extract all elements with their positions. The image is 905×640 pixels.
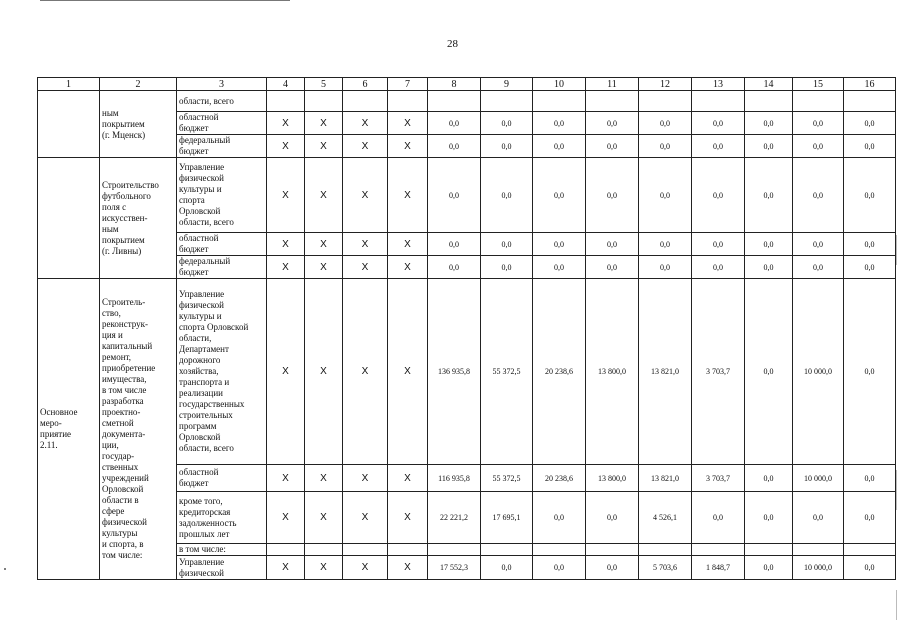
value-cell: 17 552,3 — [428, 556, 481, 580]
executor-cell: областной бюджет — [177, 112, 267, 135]
value-cell: 13 800,0 — [586, 465, 639, 492]
value-cell: 0,0 — [793, 135, 844, 158]
value-cell: 0,0 — [844, 112, 896, 135]
value-cell — [639, 91, 692, 112]
value-cell: 0,0 — [844, 465, 896, 492]
value-cell: 0,0 — [428, 256, 481, 279]
value-cell — [428, 91, 481, 112]
column-number-header: 12 — [639, 78, 692, 91]
value-cell: 0,0 — [639, 158, 692, 233]
code-cell: X — [267, 556, 305, 580]
code-cell: X — [343, 492, 388, 544]
value-cell — [793, 544, 844, 556]
executor-cell: в том числе: — [177, 544, 267, 556]
code-cell — [343, 91, 388, 112]
column-number-header: 7 — [388, 78, 428, 91]
executor-cell: Управление физической — [177, 556, 267, 580]
code-cell: X — [305, 465, 343, 492]
code-cell: X — [305, 233, 343, 256]
executor-cell: областной бюджет — [177, 465, 267, 492]
activity-cell: Основное меро- приятие 2.11. — [38, 279, 100, 580]
value-cell — [793, 91, 844, 112]
value-cell — [533, 91, 586, 112]
executor-cell: федеральный бюджет — [177, 256, 267, 279]
column-number-header: 4 — [267, 78, 305, 91]
value-cell: 0,0 — [639, 233, 692, 256]
value-cell — [481, 544, 533, 556]
value-cell: 0,0 — [533, 112, 586, 135]
column-number-header: 5 — [305, 78, 343, 91]
table-row — [38, 91, 896, 112]
value-cell: 0,0 — [793, 158, 844, 233]
code-cell: X — [388, 256, 428, 279]
value-cell — [692, 91, 745, 112]
value-cell: 0,0 — [692, 256, 745, 279]
value-cell: 0,0 — [533, 492, 586, 544]
code-cell: X — [388, 158, 428, 233]
code-cell: X — [388, 279, 428, 465]
value-cell: 0,0 — [481, 135, 533, 158]
value-cell: 0,0 — [745, 135, 793, 158]
value-cell: 0,0 — [692, 158, 745, 233]
value-cell: 0,0 — [586, 492, 639, 544]
code-cell: X — [343, 233, 388, 256]
scan-speck — [4, 568, 6, 570]
code-cell: X — [305, 556, 343, 580]
code-cell: X — [267, 279, 305, 465]
value-cell: 0,0 — [586, 135, 639, 158]
code-cell: X — [388, 112, 428, 135]
activity-cell — [38, 158, 100, 279]
value-cell — [586, 91, 639, 112]
value-cell: 0,0 — [844, 158, 896, 233]
code-cell: X — [388, 233, 428, 256]
value-cell: 55 372,5 — [481, 465, 533, 492]
value-cell: 0,0 — [639, 112, 692, 135]
value-cell — [639, 544, 692, 556]
column-number-header: 11 — [586, 78, 639, 91]
code-cell: X — [305, 158, 343, 233]
code-cell: X — [343, 112, 388, 135]
value-cell: 0,0 — [481, 158, 533, 233]
code-cell: X — [267, 256, 305, 279]
code-cell — [305, 91, 343, 112]
code-cell: X — [343, 158, 388, 233]
code-cell: X — [305, 492, 343, 544]
value-cell: 0,0 — [533, 256, 586, 279]
value-cell: 0,0 — [428, 112, 481, 135]
value-cell: 0,0 — [793, 256, 844, 279]
value-cell: 0,0 — [639, 256, 692, 279]
value-cell: 0,0 — [586, 158, 639, 233]
value-cell: 0,0 — [844, 492, 896, 544]
code-cell: X — [305, 135, 343, 158]
value-cell: 0,0 — [745, 279, 793, 465]
executor-cell: области, всего — [177, 91, 267, 112]
value-cell: 4 526,1 — [639, 492, 692, 544]
scan-mark — [896, 235, 897, 265]
object-name-cell: ным покрытием (г. Мценск) — [100, 91, 177, 158]
value-cell: 3 703,7 — [692, 465, 745, 492]
value-cell: 136 935,8 — [428, 279, 481, 465]
value-cell: 0,0 — [586, 256, 639, 279]
value-cell: 0,0 — [793, 233, 844, 256]
value-cell: 0,0 — [481, 256, 533, 279]
value-cell: 0,0 — [844, 233, 896, 256]
value-cell: 0,0 — [844, 135, 896, 158]
value-cell — [844, 91, 896, 112]
column-number-header: 2 — [100, 78, 177, 91]
code-cell: X — [305, 112, 343, 135]
value-cell: 0,0 — [745, 465, 793, 492]
value-cell: 0,0 — [745, 158, 793, 233]
top-edge-line — [40, 0, 290, 1]
executor-cell: Управление физической культуры и спорта Орловской области, Департамент дорожного хозяйства, транспорта и реализации государственных строительных программ Орловской области, всего — [177, 279, 267, 465]
value-cell: 0,0 — [533, 135, 586, 158]
value-cell: 0,0 — [586, 556, 639, 580]
column-number-header: 9 — [481, 78, 533, 91]
value-cell — [745, 91, 793, 112]
value-cell: 22 221,2 — [428, 492, 481, 544]
value-cell — [844, 544, 896, 556]
value-cell: 1 848,7 — [692, 556, 745, 580]
value-cell: 116 935,8 — [428, 465, 481, 492]
value-cell: 0,0 — [844, 256, 896, 279]
value-cell: 0,0 — [692, 233, 745, 256]
code-cell: X — [343, 135, 388, 158]
column-number-header: 3 — [177, 78, 267, 91]
value-cell: 10 000,0 — [793, 556, 844, 580]
value-cell: 0,0 — [533, 556, 586, 580]
value-cell: 0,0 — [481, 112, 533, 135]
value-cell: 0,0 — [586, 112, 639, 135]
value-cell — [586, 544, 639, 556]
column-number-header: 14 — [745, 78, 793, 91]
value-cell: 0,0 — [844, 279, 896, 465]
code-cell: X — [388, 492, 428, 544]
value-cell — [692, 544, 745, 556]
code-cell: X — [267, 112, 305, 135]
code-cell: X — [343, 556, 388, 580]
value-cell: 0,0 — [692, 135, 745, 158]
value-cell: 10 000,0 — [793, 465, 844, 492]
value-cell: 0,0 — [745, 233, 793, 256]
column-number-header: 1 — [38, 78, 100, 91]
value-cell — [533, 544, 586, 556]
code-cell: X — [388, 556, 428, 580]
table-row — [38, 279, 896, 465]
code-cell — [305, 544, 343, 556]
value-cell — [745, 544, 793, 556]
value-cell: 17 695,1 — [481, 492, 533, 544]
executor-cell: Управление физической культуры и спорта Орловской области, всего — [177, 158, 267, 233]
value-cell: 0,0 — [481, 556, 533, 580]
column-number-header: 6 — [343, 78, 388, 91]
value-cell: 0,0 — [692, 492, 745, 544]
value-cell: 0,0 — [745, 556, 793, 580]
executor-cell: областной бюджет — [177, 233, 267, 256]
object-name-cell: Строитель- ство, реконструк- ция и капитальный ремонт, приобретение имущества, в том числе разработка проектно- сметной документа- ции, государ- ственных учреждений Орловской области в сфере физической культуры и спорта, в том числе: — [100, 279, 177, 580]
value-cell: 10 000,0 — [793, 279, 844, 465]
value-cell: 0,0 — [793, 112, 844, 135]
code-cell: X — [343, 465, 388, 492]
code-cell: X — [305, 256, 343, 279]
code-cell — [343, 544, 388, 556]
column-number-header: 16 — [844, 78, 896, 91]
code-cell: X — [343, 279, 388, 465]
code-cell: X — [267, 233, 305, 256]
object-name-cell: Строительство футбольного поля с искусствен- ным покрытием (г. Ливны) — [100, 158, 177, 279]
header-row — [38, 78, 896, 91]
value-cell: 0,0 — [533, 233, 586, 256]
value-cell: 0,0 — [745, 256, 793, 279]
code-cell: X — [343, 256, 388, 279]
scan-mark — [896, 470, 897, 510]
code-cell: X — [267, 135, 305, 158]
value-cell: 13 821,0 — [639, 465, 692, 492]
code-cell — [267, 544, 305, 556]
code-cell: X — [305, 279, 343, 465]
value-cell: 0,0 — [428, 158, 481, 233]
value-cell: 13 821,0 — [639, 279, 692, 465]
value-cell: 0,0 — [745, 112, 793, 135]
executor-cell: федеральный бюджет — [177, 135, 267, 158]
value-cell: 55 372,5 — [481, 279, 533, 465]
value-cell — [481, 91, 533, 112]
value-cell: 20 238,6 — [533, 465, 586, 492]
value-cell: 0,0 — [533, 158, 586, 233]
column-number-header: 13 — [692, 78, 745, 91]
value-cell: 5 703,6 — [639, 556, 692, 580]
value-cell: 0,0 — [745, 492, 793, 544]
code-cell — [388, 544, 428, 556]
code-cell — [388, 91, 428, 112]
value-cell: 0,0 — [586, 233, 639, 256]
value-cell — [428, 544, 481, 556]
value-cell: 0,0 — [844, 556, 896, 580]
value-cell: 0,0 — [793, 492, 844, 544]
value-cell: 0,0 — [481, 233, 533, 256]
page-number: 28 — [447, 38, 458, 50]
value-cell: 13 800,0 — [586, 279, 639, 465]
value-cell: 0,0 — [428, 233, 481, 256]
table-row — [38, 158, 896, 233]
executor-cell: кроме того, кредиторская задолженность прошлых лет — [177, 492, 267, 544]
value-cell: 0,0 — [428, 135, 481, 158]
value-cell: 0,0 — [639, 135, 692, 158]
code-cell — [267, 91, 305, 112]
code-cell: X — [267, 492, 305, 544]
value-cell: 20 238,6 — [533, 279, 586, 465]
column-number-header: 8 — [428, 78, 481, 91]
code-cell: X — [267, 465, 305, 492]
activity-cell — [38, 91, 100, 158]
budget-table — [37, 77, 896, 580]
column-number-header: 15 — [793, 78, 844, 91]
code-cell: X — [388, 465, 428, 492]
value-cell: 3 703,7 — [692, 279, 745, 465]
column-number-header: 10 — [533, 78, 586, 91]
scan-mark — [896, 590, 897, 620]
value-cell: 0,0 — [692, 112, 745, 135]
code-cell: X — [388, 135, 428, 158]
code-cell: X — [267, 158, 305, 233]
